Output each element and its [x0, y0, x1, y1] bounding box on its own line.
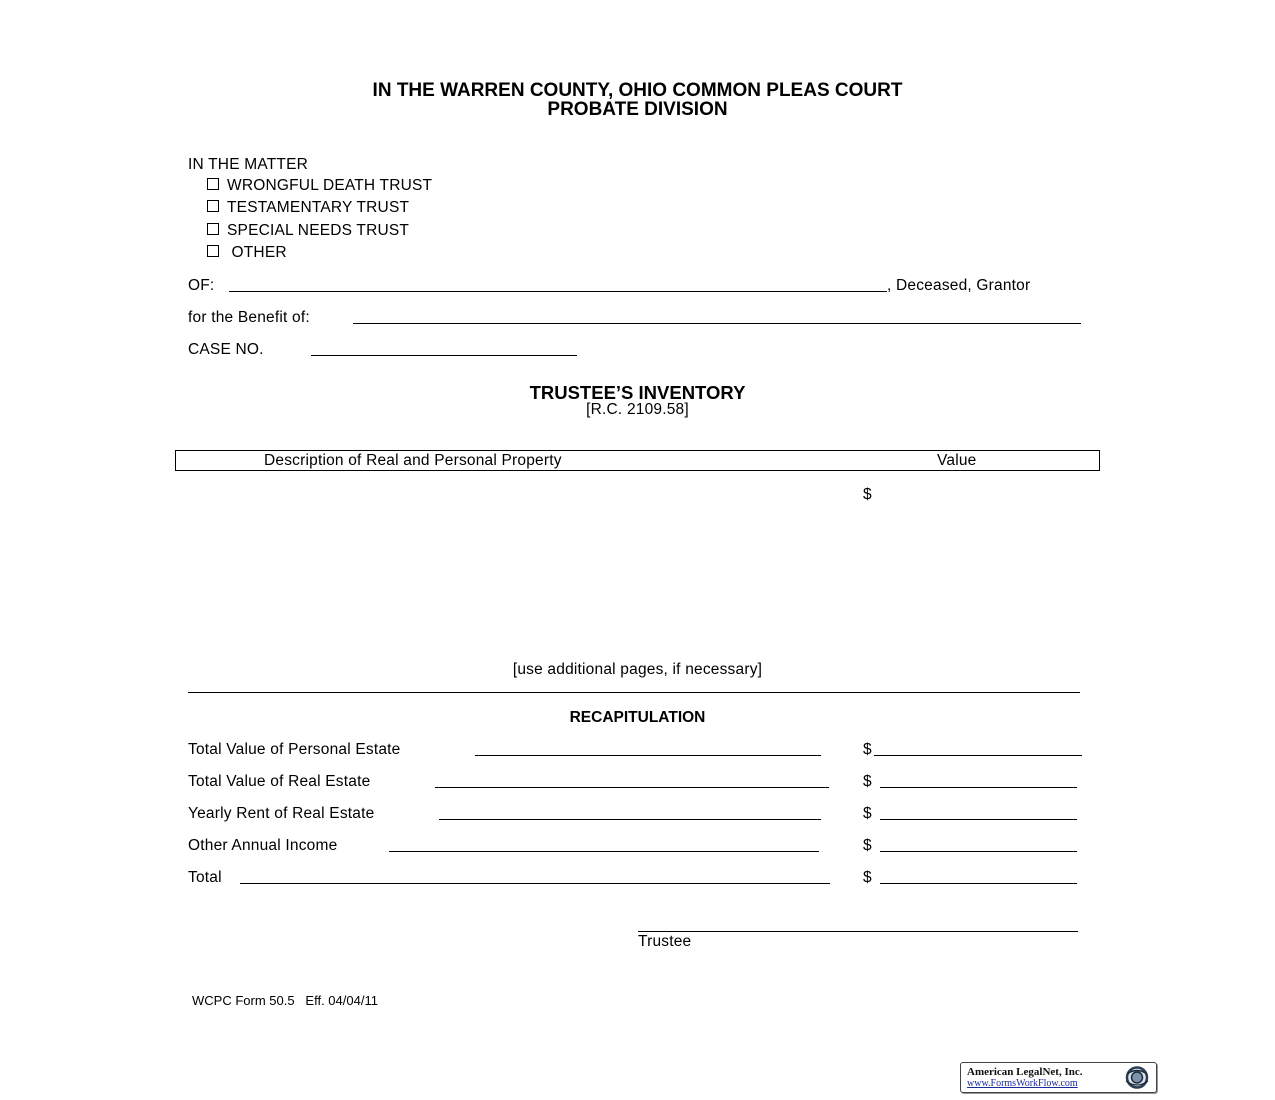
recapitulation-title: RECAPITULATION	[569, 709, 706, 726]
personal-estate-value-field[interactable]	[874, 755, 1082, 756]
trustee-signature-field[interactable]	[638, 931, 1078, 932]
column-header-value: Value	[937, 452, 977, 469]
form-title: TRUSTEE’S INVENTORY	[529, 382, 746, 403]
checkbox-icon[interactable]	[207, 200, 219, 212]
column-header-description: Description of Real and Personal Property	[264, 452, 562, 469]
recap-line	[389, 851, 819, 852]
globe-icon	[1122, 1065, 1152, 1090]
yearly-rent-value-field[interactable]	[880, 819, 1077, 820]
recap-currency: $	[863, 837, 872, 854]
option-wrongful-death-trust[interactable]	[207, 177, 432, 195]
other-income-value-field[interactable]	[880, 851, 1077, 852]
recap-line	[439, 819, 821, 820]
checkbox-icon[interactable]	[207, 178, 219, 190]
of-suffix: , Deceased, Grantor	[887, 277, 1031, 294]
option-label: OTHER	[227, 244, 287, 261]
option-label: SPECIAL NEEDS TRUST	[227, 222, 410, 239]
property-description-area[interactable]	[188, 480, 838, 650]
recap-currency: $	[863, 741, 872, 758]
real-estate-value-field[interactable]	[880, 787, 1077, 788]
additional-pages-note: [use additional pages, if necessary]	[512, 661, 763, 678]
case-no-field[interactable]	[311, 355, 577, 356]
statute-reference: [R.C. 2109.58]	[586, 401, 689, 418]
recap-line	[475, 755, 821, 756]
recap-label-real-estate: Total Value of Real Estate	[188, 773, 371, 790]
recap-currency: $	[863, 869, 872, 886]
of-label: OF:	[188, 277, 215, 294]
american-legalnet-logo[interactable]	[960, 1062, 1157, 1093]
grantor-name-field[interactable]	[229, 291, 887, 292]
recap-line	[240, 883, 830, 884]
logo-url-link[interactable]: www.FormsWorkFlow.com	[967, 1078, 1078, 1089]
recap-label-personal-estate: Total Value of Personal Estate	[188, 741, 401, 758]
value-currency-symbol: $	[863, 486, 872, 503]
trustee-label: Trustee	[638, 933, 692, 950]
option-label: WRONGFUL DEATH TRUST	[227, 177, 433, 194]
inventory-table-header	[175, 450, 1100, 471]
recap-label-other-income: Other Annual Income	[188, 837, 338, 854]
checkbox-icon[interactable]	[207, 223, 219, 235]
recap-label-total: Total	[188, 869, 222, 886]
matter-label: IN THE MATTER	[188, 156, 309, 173]
beneficiary-field[interactable]	[353, 323, 1081, 324]
checkbox-icon[interactable]	[207, 245, 219, 257]
case-no-label: CASE NO.	[188, 341, 264, 358]
section-divider	[188, 692, 1080, 693]
court-title: IN THE WARREN COUNTY, OHIO COMMON PLEAS COURT	[372, 80, 903, 101]
property-value-area[interactable]	[880, 480, 1080, 650]
form-number: WCPC Form 50.5	[192, 993, 295, 1008]
option-other[interactable]	[207, 244, 287, 262]
logo-company-name: American LegalNet, Inc.	[967, 1066, 1083, 1078]
recap-currency: $	[863, 773, 872, 790]
form-id	[192, 993, 378, 1008]
effective-date: Eff. 04/04/11	[305, 993, 378, 1008]
option-label: TESTAMENTARY TRUST	[227, 199, 410, 216]
total-value-field[interactable]	[880, 883, 1077, 884]
benefit-label: for the Benefit of:	[188, 309, 310, 326]
division-title: PROBATE DIVISION	[547, 99, 728, 120]
option-special-needs-trust[interactable]	[207, 222, 409, 240]
recap-currency: $	[863, 805, 872, 822]
recap-line	[435, 787, 829, 788]
option-testamentary-trust[interactable]	[207, 199, 409, 217]
recap-label-yearly-rent: Yearly Rent of Real Estate	[188, 805, 375, 822]
